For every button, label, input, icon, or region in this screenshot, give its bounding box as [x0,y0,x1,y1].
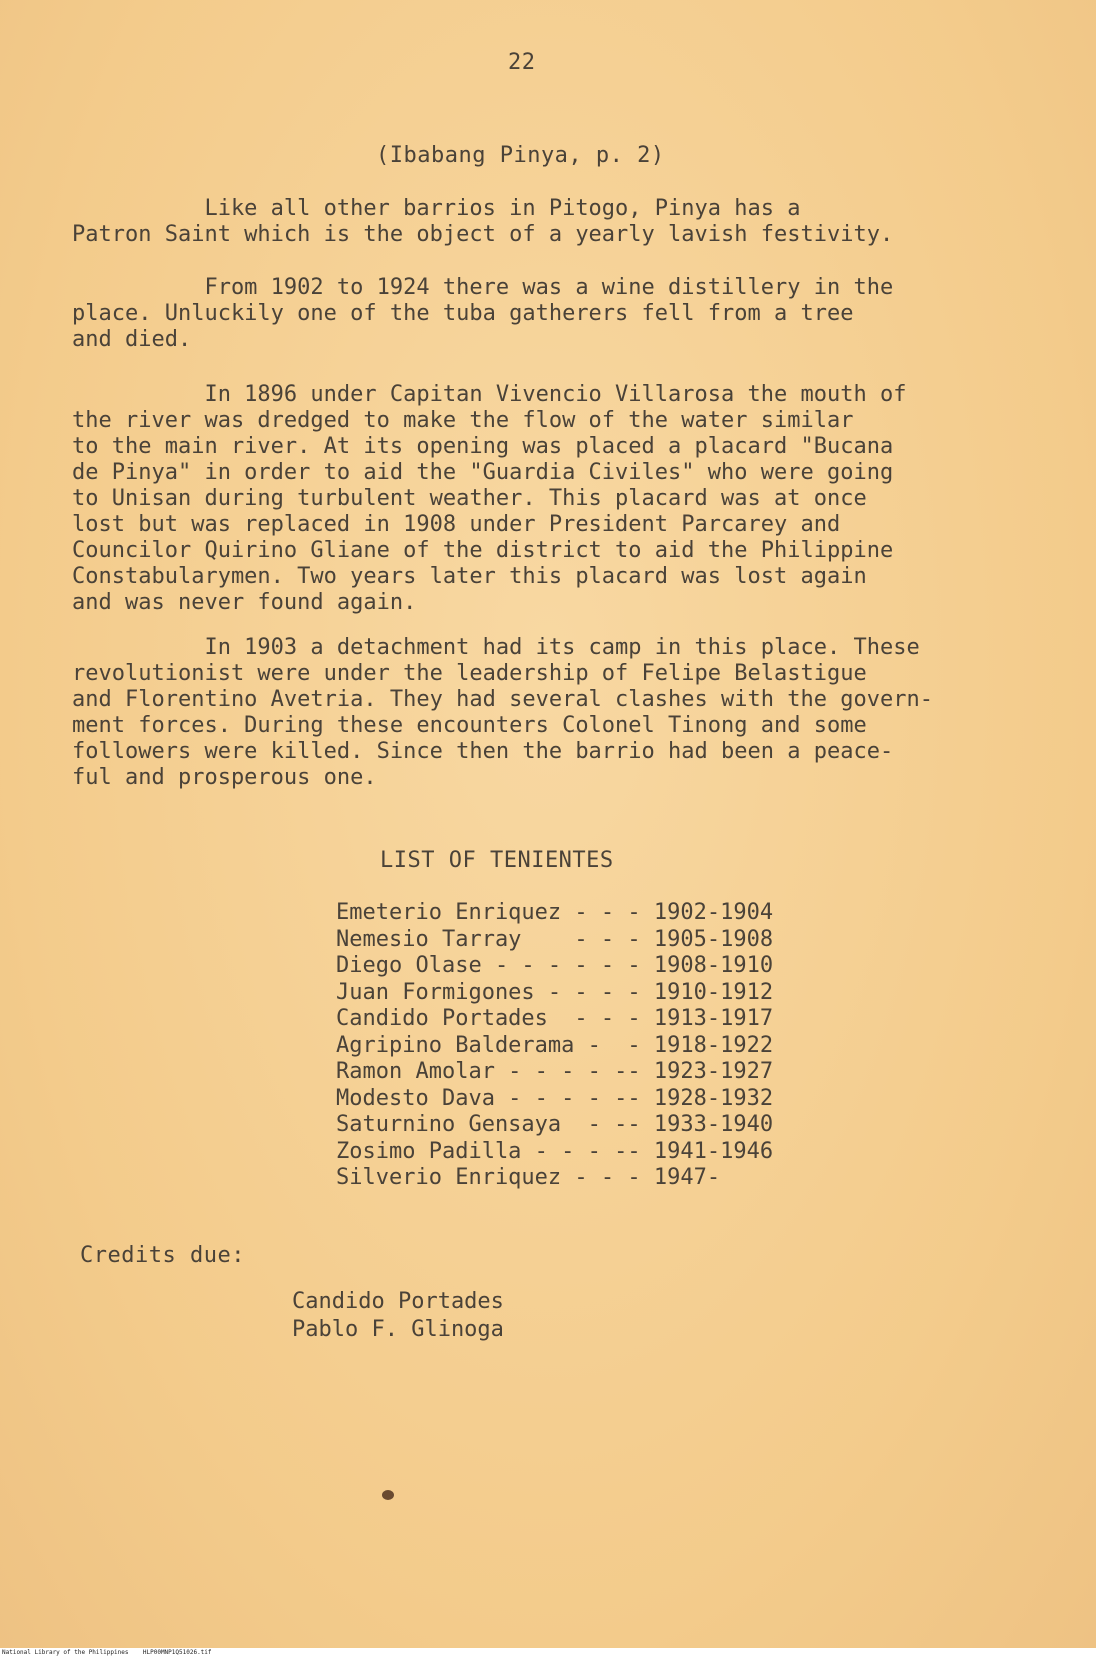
text-line: and Florentino Avetria. They had several clashes with the govern- [72,687,933,712]
list-title: LIST OF TENIENTES [380,848,614,873]
page-subtitle: (Ibabang Pinya, p. 2) [376,143,665,168]
ink-spot [382,1490,394,1500]
text-line: to Unisan during turbulent weather. This placard was at once [72,486,867,511]
paragraph-patron-saint [72,196,1052,248]
credit-name: Pablo F. Glinoga [292,1317,504,1342]
footer-text: National Library of the Philippines HLP00MNP1Q51026.tif [2,1649,212,1656]
text-line: Councilor Quirino Gliane of the district to aid the Philippine [72,538,894,563]
list-item: Diego Olase - - - - - - 1908-1910 [336,953,774,978]
text-line: Like all other barrios in Pitogo, Pinya has a [72,196,801,221]
list-item: Agripino Balderama - - 1918-1922 [336,1032,774,1058]
text-line: In 1896 under Capitan Vivencio Villarosa the mouth of [72,382,907,407]
text-line: lost but was replaced in 1908 under President Parcarey and [72,512,841,537]
tenientes-list [336,900,773,1192]
text-line: Patron Saint which is the object of a yearly lavish festivity. [72,222,894,247]
credits-label: Credits due: [80,1243,245,1268]
list-item: Modesto Dava - - - - -- 1928-1932 [336,1085,774,1111]
text-line: revolutionist were under the leadership of Felipe Belastigue [72,661,867,686]
text-line: place. Unluckily one of the tuba gatherers fell from a tree [72,301,854,326]
text-line: and died. [72,327,192,352]
list-item: Candido Portades - - - 1913-1917 [336,1006,774,1031]
list-item: Zosimo Padilla - - - -- 1941-1946 [336,1138,774,1164]
list-item: Silverio Enriquez - - - 1947- [336,1165,721,1190]
credit-name: Candido Portades [292,1289,504,1314]
text-line: Constabularymen. Two years later this placard was lost again [72,564,867,589]
list-item: Emeterio Enriquez - - - 1902-1904 [336,900,774,925]
list-item: Ramon Amolar - - - - -- 1923-1927 [336,1059,774,1084]
credits-names [292,1288,504,1344]
text-line: the river was dredged to make the flow of the water similar [72,408,854,433]
text-line: ment forces. During these encounters Colonel Tinong and some [72,713,867,738]
paragraph-detachment [72,635,1052,791]
text-line: and was never found again. [72,590,417,615]
text-line: From 1902 to 1924 there was a wine distillery in the [72,275,894,300]
list-item: Saturnino Gensaya - -- 1933-1940 [336,1112,774,1137]
list-item: Nemesio Tarray - - - 1905-1908 [336,926,774,952]
page-number: 22 [508,50,536,75]
list-item: Juan Formigones - - - - 1910-1912 [336,979,774,1005]
text-line: In 1903 a detachment had its camp in this place. These [72,635,920,660]
paragraph-distillery [72,275,1052,353]
text-line: to the main river. At its opening was placed a placard "Bucana [72,434,894,459]
text-line: de Pinya" in order to aid the "Guardia Civiles" who were going [72,460,894,485]
text-line: ful and prosperous one. [72,765,377,790]
text-line: followers were killed. Since then the barrio had been a peace- [72,739,894,764]
scan-footer [0,1648,1096,1658]
paragraph-placard [72,382,1052,616]
